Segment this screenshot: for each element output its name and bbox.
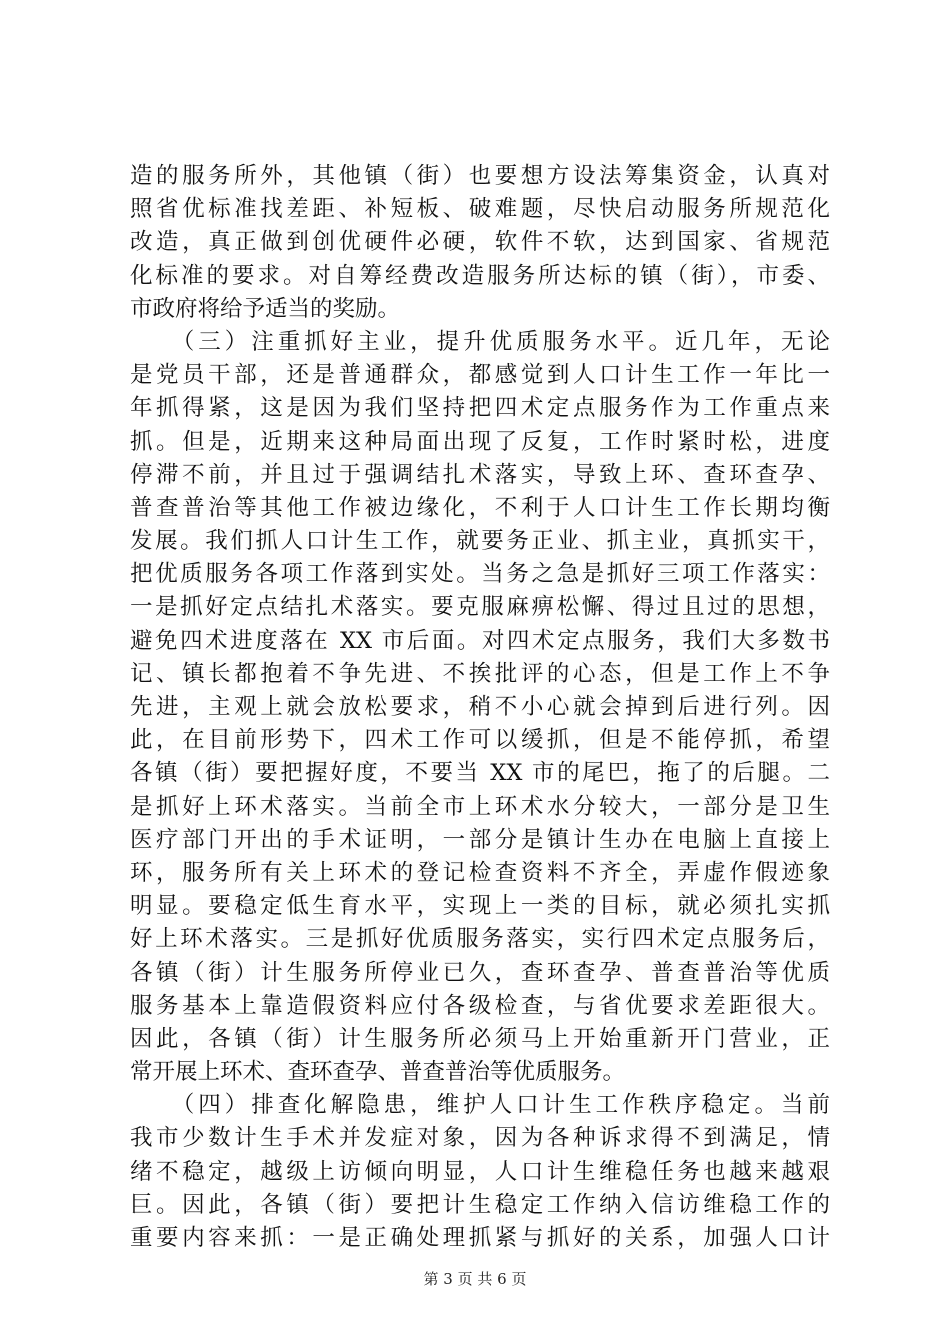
- text-line: 各镇（街）计生服务所停业已久，查环查孕、普查普治等优质: [130, 959, 830, 986]
- text-line: 抓。但是，近期来这种局面出现了反复，工作时紧时松，进度: [130, 428, 830, 455]
- text-line: 避免四术进度落在 XX 市后面。对四术定点服务，我们大多数书: [130, 627, 830, 654]
- text-line: 记、镇长都抱着不争先进、不挨批评的心态，但是工作上不争: [130, 660, 830, 687]
- text-line: 是抓好上环术落实。当前全市上环术水分较大，一部分是卫生: [130, 793, 830, 820]
- text-line: 年抓得紧，这是因为我们坚持把四术定点服务作为工作重点来: [130, 395, 830, 422]
- text-line: 各镇（街）要把握好度，不要当 XX 市的尾巴，拖了的后腿。二: [130, 760, 830, 787]
- text-line: 服务基本上靠造假资料应付各级检查，与省优要求差距很大。: [130, 992, 830, 1019]
- text-line: 发展。我们抓人口计生工作，就要务正业、抓主业，真抓实干，: [130, 528, 830, 555]
- text-line: 一是抓好定点结扎术落实。要克服麻痹松懈、得过且过的思想，: [130, 594, 830, 621]
- text-line: 改造，真正做到创优硬件必硬，软件不软，达到国家、省规范: [130, 229, 830, 256]
- section-heading-line: （四）排查化解隐患，维护人口计生工作秩序稳定。当前: [130, 1092, 830, 1119]
- text-line: 市政府将给予适当的奖励。: [130, 295, 401, 322]
- text-line: 先进，主观上就会放松要求，稍不小心就会掉到后进行列。因: [130, 694, 830, 720]
- text-line: 巨。因此，各镇（街）要把计生稳定工作纳入信访维稳工作的: [130, 1191, 830, 1218]
- text-line: 环，服务所有关上环术的登记检查资料不齐全，弄虚作假迹象: [130, 859, 830, 886]
- text-line: 停滞不前，并且过于强调结扎术落实，导致上环、查环查孕、: [130, 461, 830, 488]
- text-line: 明显。要稳定低生育水平，实现上一类的目标，就必须扎实抓: [130, 893, 830, 920]
- text-line: 常开展上环术、查环查孕、普查普治等优质服务。: [130, 1059, 626, 1086]
- text-line: 照省优标准找差距、补短板、破难题，尽快启动服务所规范化: [130, 196, 830, 223]
- text-line: 把优质服务各项工作落到实处。当务之急是抓好三项工作落实：: [130, 561, 830, 588]
- page-number-footer: 第 3 页 共 6 页: [423, 1270, 527, 1288]
- body-text: [130, 160, 830, 1255]
- text-line: 因此，各镇（街）计生服务所必须马上开始重新开门营业，正: [130, 1025, 830, 1052]
- text-line: 绪不稳定，越级上访倾向明显，人口计生维稳任务也越来越艰: [130, 1158, 830, 1185]
- text-line: 好上环术落实。三是抓好优质服务落实，实行四术定点服务后，: [130, 926, 830, 953]
- text-line: 重要内容来抓：一是正确处理抓紧与抓好的关系，加强人口计: [130, 1225, 830, 1251]
- text-line: 是党员干部，还是普通群众，都感觉到人口计生工作一年比一: [130, 362, 830, 389]
- text-line: 医疗部门开出的手术证明，一部分是镇计生办在电脑上直接上: [130, 826, 830, 853]
- text-line: 化标准的要求。对自筹经费改造服务所达标的镇（街），市委、: [130, 262, 830, 289]
- section-heading-line: （三）注重抓好主业，提升优质服务水平。近几年，无论: [130, 328, 830, 355]
- text-line: 此，在目前形势下，四术工作可以缓抓，但是不能停抓，希望: [130, 727, 830, 754]
- text-line: 普查普治等其他工作被边缘化，不利于人口计生工作长期均衡: [130, 494, 830, 521]
- text-line: 我市少数计生手术并发症对象，因为各种诉求得不到满足，情: [130, 1125, 830, 1152]
- text-line: 造的服务所外，其他镇（街）也要想方设法筹集资金，认真对: [130, 163, 830, 189]
